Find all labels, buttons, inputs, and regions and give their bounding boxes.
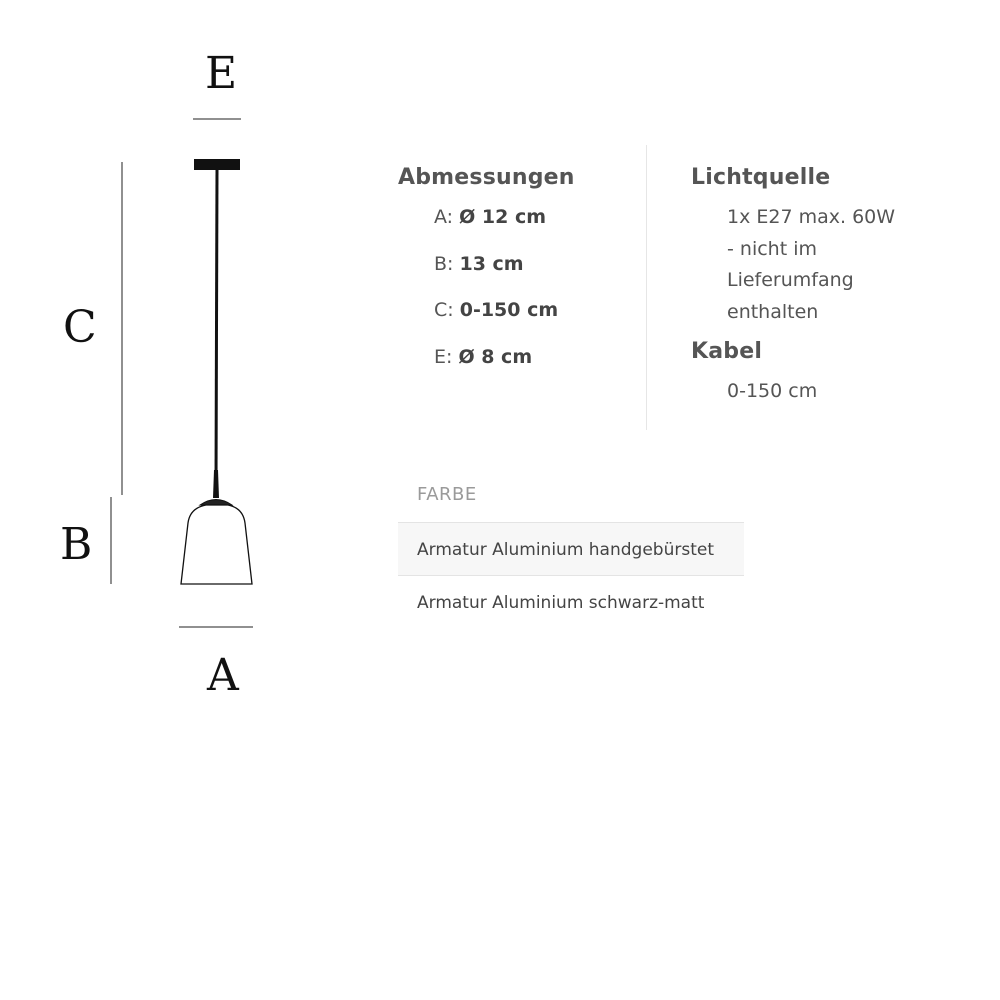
column-divider (646, 145, 647, 430)
dimension-label-c: C (63, 302, 97, 353)
light-source-line: - nicht im (727, 238, 817, 260)
dimension-value: 0-150 cm (459, 299, 559, 321)
ceiling-canopy (194, 159, 240, 170)
cable-heading: Kabel (691, 339, 763, 364)
color-label: FARBE (417, 484, 477, 505)
cable-value: 0-150 cm (727, 380, 818, 402)
dimension-key: B: (434, 253, 454, 275)
dimension-value: Ø 8 cm (458, 346, 533, 368)
light-source-line: enthalten (727, 301, 819, 323)
light-source-line: 1x E27 max. 60W (727, 206, 896, 228)
lamp-drawing-svg (0, 0, 320, 720)
dimension-row-c (434, 299, 558, 321)
dimensions-heading: Abmessungen (398, 165, 575, 190)
dimension-row-a (434, 206, 546, 228)
dimension-key: A: (434, 206, 454, 228)
dimension-value: Ø 12 cm (459, 206, 547, 228)
suspension-cable (216, 170, 217, 484)
lamp-technical-drawing (0, 0, 320, 720)
dimension-value: 13 cm (459, 253, 524, 275)
dimension-row-e (434, 346, 532, 368)
light-source-heading: Lichtquelle (691, 165, 831, 190)
shade-cap (200, 500, 232, 506)
color-option-matt-black-aluminium[interactable]: Armatur Aluminium schwarz-matt (417, 593, 705, 613)
color-option-brushed-aluminium[interactable]: Armatur Aluminium handgebürstet (398, 522, 744, 576)
dimension-key: C: (434, 299, 454, 321)
light-source-line: Lieferumfang (727, 269, 854, 291)
dimension-label-e: E (205, 48, 238, 99)
dimension-label-a: A (207, 650, 239, 701)
dimension-key: E: (434, 346, 453, 368)
dimension-row-b (434, 253, 524, 275)
cable-connector (213, 470, 219, 498)
dimension-label-b: B (60, 519, 93, 570)
lamp-shade (181, 505, 252, 584)
